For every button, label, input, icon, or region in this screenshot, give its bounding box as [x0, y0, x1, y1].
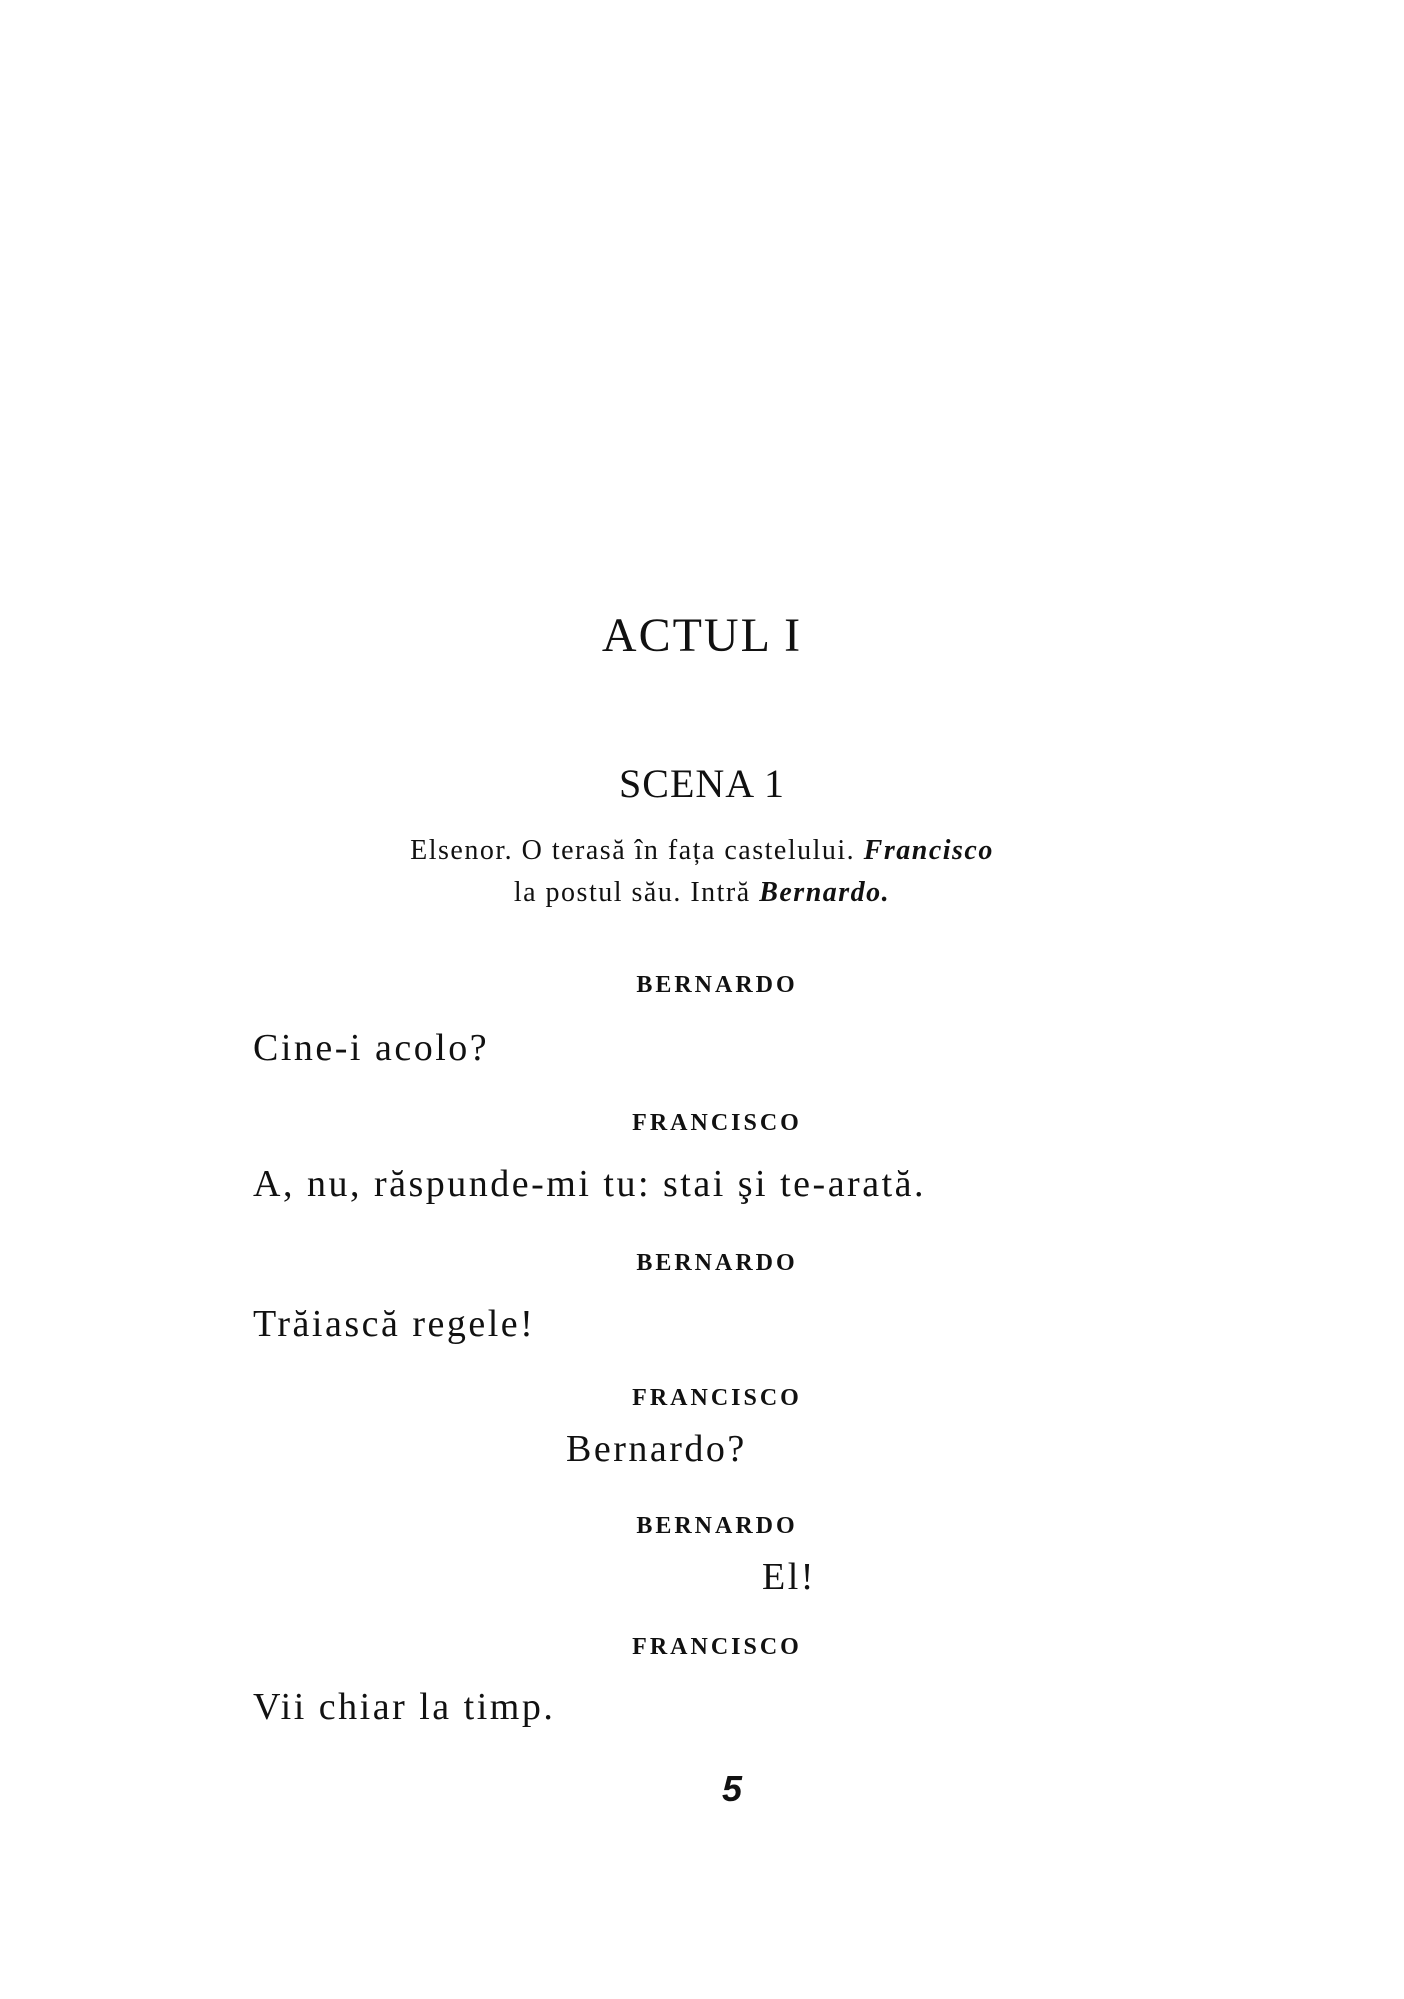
scene-title: SCENA 1 [619, 761, 785, 806]
speech-line: El! [762, 1556, 816, 1598]
speaker-name: BERNARDO [636, 972, 798, 998]
speaker-name: BERNARDO [636, 1250, 798, 1276]
stage-direction-text: la postul său. Intră [513, 877, 751, 908]
speaker-name: FRANCISCO [632, 1385, 802, 1411]
speaker-name: FRANCISCO [632, 1634, 802, 1660]
act-title: ACTUL I [601, 609, 803, 662]
page-number: 5 [721, 1768, 743, 1809]
stage-direction-character: Francisco [863, 835, 994, 866]
stage-direction-line-2 [0, 877, 1404, 909]
speech-line: Vii chiar la timp. [253, 1686, 556, 1728]
speaker-name: FRANCISCO [632, 1110, 802, 1136]
speech-line: Cine-i acolo? [253, 1027, 490, 1069]
stage-direction-line-1 [0, 835, 1404, 867]
speech-line: Trăiască regele! [253, 1303, 536, 1345]
speech-line: Bernardo? [566, 1428, 747, 1470]
stage-direction-text: Elsenor. O terasă în fața castelului. [410, 835, 856, 866]
stage-direction-character: Bernardo. [759, 877, 891, 908]
speaker-name: BERNARDO [636, 1513, 798, 1539]
speech-line: A, nu, răspunde-mi tu: stai şi te-arată. [253, 1163, 927, 1205]
